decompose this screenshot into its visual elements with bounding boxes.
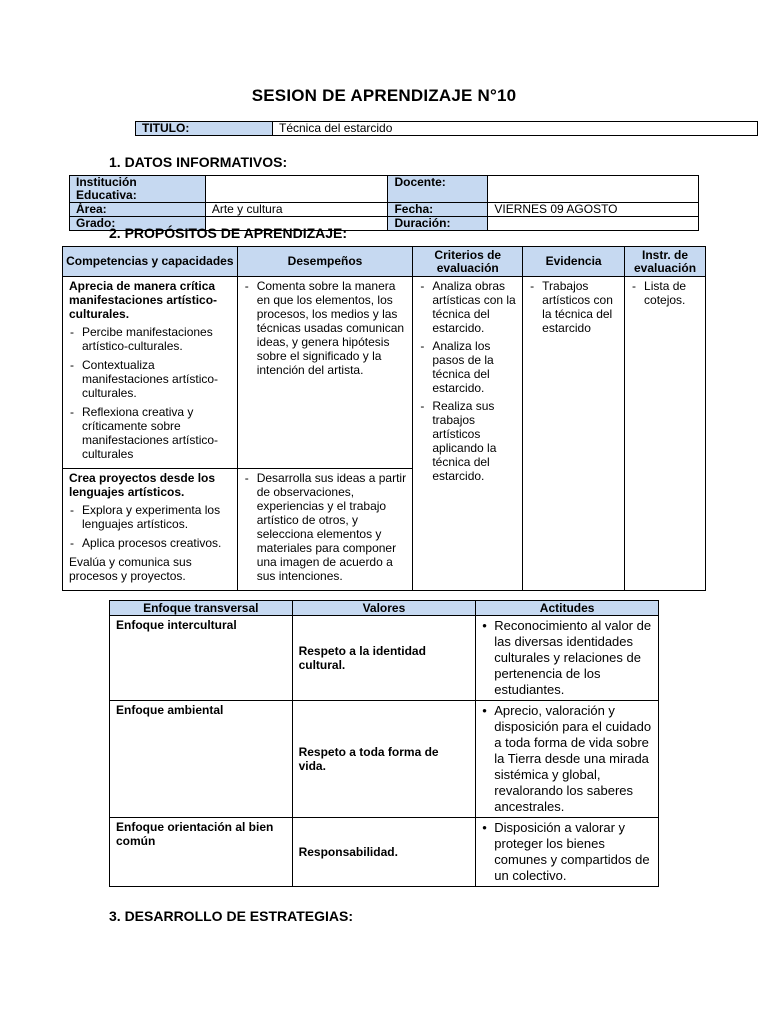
duracion-value — [488, 217, 699, 231]
actitud-cell — [476, 818, 659, 887]
grado-label: Grado: — [70, 217, 206, 231]
enfoque-name: Enfoque ambiental — [110, 701, 293, 818]
document-title: SESION DE APRENDIZAJE N°10 — [251, 86, 517, 105]
capacidad-item: - Reflexiona creativa y críticamente sobre manifestaciones artístico-culturales — [69, 405, 231, 461]
titulo-table — [135, 121, 758, 136]
desempeno-item: - Comenta sobre la manera en que los elementos, los procesos, los medios y las técnicas usadas comunican ideas, y genera hipótesis sobre el significado y la intención del artista. — [244, 279, 407, 377]
criterios-cell — [413, 277, 523, 591]
competencia-cell-2 — [63, 469, 238, 591]
docente-label: Docente: — [388, 176, 488, 203]
enfoque-name: Enfoque orientación al bien común — [110, 818, 293, 887]
fecha-label: Fecha: — [388, 203, 488, 217]
datos-table — [69, 175, 699, 231]
header-instrumento: Instr. de evaluación — [625, 247, 706, 277]
enfoques-table — [109, 600, 659, 887]
propositos-table — [62, 246, 706, 591]
header-actitudes: Actitudes — [476, 601, 659, 616]
docente-value — [488, 176, 699, 203]
actitud-cell — [476, 701, 659, 818]
section-heading-datos: 1. DATOS INFORMATIVOS: — [109, 154, 288, 170]
header-competencias: Competencias y capacidades — [63, 247, 238, 277]
evidencia-cell — [523, 277, 625, 591]
criterio-item: - Analiza los pasos de la técnica del estarcido. — [419, 339, 516, 395]
desempeno-cell-1 — [237, 277, 413, 469]
fecha-value: VIERNES 09 AGOSTO — [488, 203, 699, 217]
criterio-item: - Analiza obras artísticas con la técnica del estarcido. — [419, 279, 516, 335]
area-label: Área: — [70, 203, 206, 217]
evidencia-item: - Trabajos artísticos con la técnica del estarcido — [529, 279, 618, 335]
competencia-cell-1 — [63, 277, 238, 469]
titulo-label: TITULO: — [136, 122, 273, 136]
valor-text: Respeto a la identidad cultural. — [292, 616, 476, 701]
actitud-text: • Disposición a valorar y proteger los bienes comunes y compartidos de un colectivo. — [480, 820, 654, 884]
institucion-value — [205, 176, 388, 203]
competencia-title-1: Aprecia de manera crítica manifestaciones artístico-culturales. — [69, 279, 218, 321]
header-desempenos: Desempeños — [237, 247, 413, 277]
duracion-label: Duración: — [388, 217, 488, 231]
section-heading-propositos: 2. PROPÓSITOS DE APRENDIZAJE: — [109, 225, 348, 241]
area-value: Arte y cultura — [205, 203, 388, 217]
instrumento-cell — [625, 277, 706, 591]
header-enfoque: Enfoque transversal — [110, 601, 293, 616]
competencia-title-2: Crea proyectos desde los lenguajes artísticos. — [69, 471, 216, 499]
section-heading-estrategias: 3. DESARROLLO DE ESTRATEGIAS: — [109, 908, 353, 924]
desempeno-item: - Desarrolla sus ideas a partir de observaciones, experiencias y el trabajo artístico de otros, y selecciona elementos y materiales para componer una imagen de acuerdo a sus intenciones. — [244, 471, 407, 583]
institucion-label: Institución Educativa: — [70, 176, 206, 203]
actitud-cell — [476, 616, 659, 701]
capacidad-item: - Percibe manifestaciones artístico-culturales. — [69, 325, 231, 353]
header-evidencia: Evidencia — [523, 247, 625, 277]
capacidad-item: - Explora y experimenta los lenguajes artísticos. — [69, 503, 231, 531]
actitud-text: • Aprecio, valoración y disposición para el cuidado a toda forma de vida sobre la Tierra desde una mirada sistémica y global, revalorando los saberes ancestrales. — [480, 703, 654, 815]
actitud-text: • Reconocimiento al valor de las diversas identidades culturales y relaciones de pertenencia de los estudiantes. — [480, 618, 654, 698]
instrumento-item: - Lista de cotejos. — [631, 279, 699, 307]
header-criterios: Criterios de evaluación — [413, 247, 523, 277]
capacidad-item: - Contextualiza manifestaciones artístico-culturales. — [69, 358, 231, 400]
titulo-value: Técnica del estarcido — [273, 122, 758, 136]
desempeno-cell-2 — [237, 469, 413, 591]
header-valores: Valores — [292, 601, 476, 616]
criterio-item: - Realiza sus trabajos artísticos aplicando la técnica del estarcido. — [419, 399, 516, 483]
capacidad-item: - Aplica procesos creativos. — [69, 536, 231, 550]
enfoque-name: Enfoque intercultural — [110, 616, 293, 701]
valor-text: Respeto a toda forma de vida. — [292, 701, 476, 818]
capacidad-extra: Evalúa y comunica sus procesos y proyectos. — [69, 555, 192, 583]
valor-text: Responsabilidad. — [292, 818, 476, 887]
